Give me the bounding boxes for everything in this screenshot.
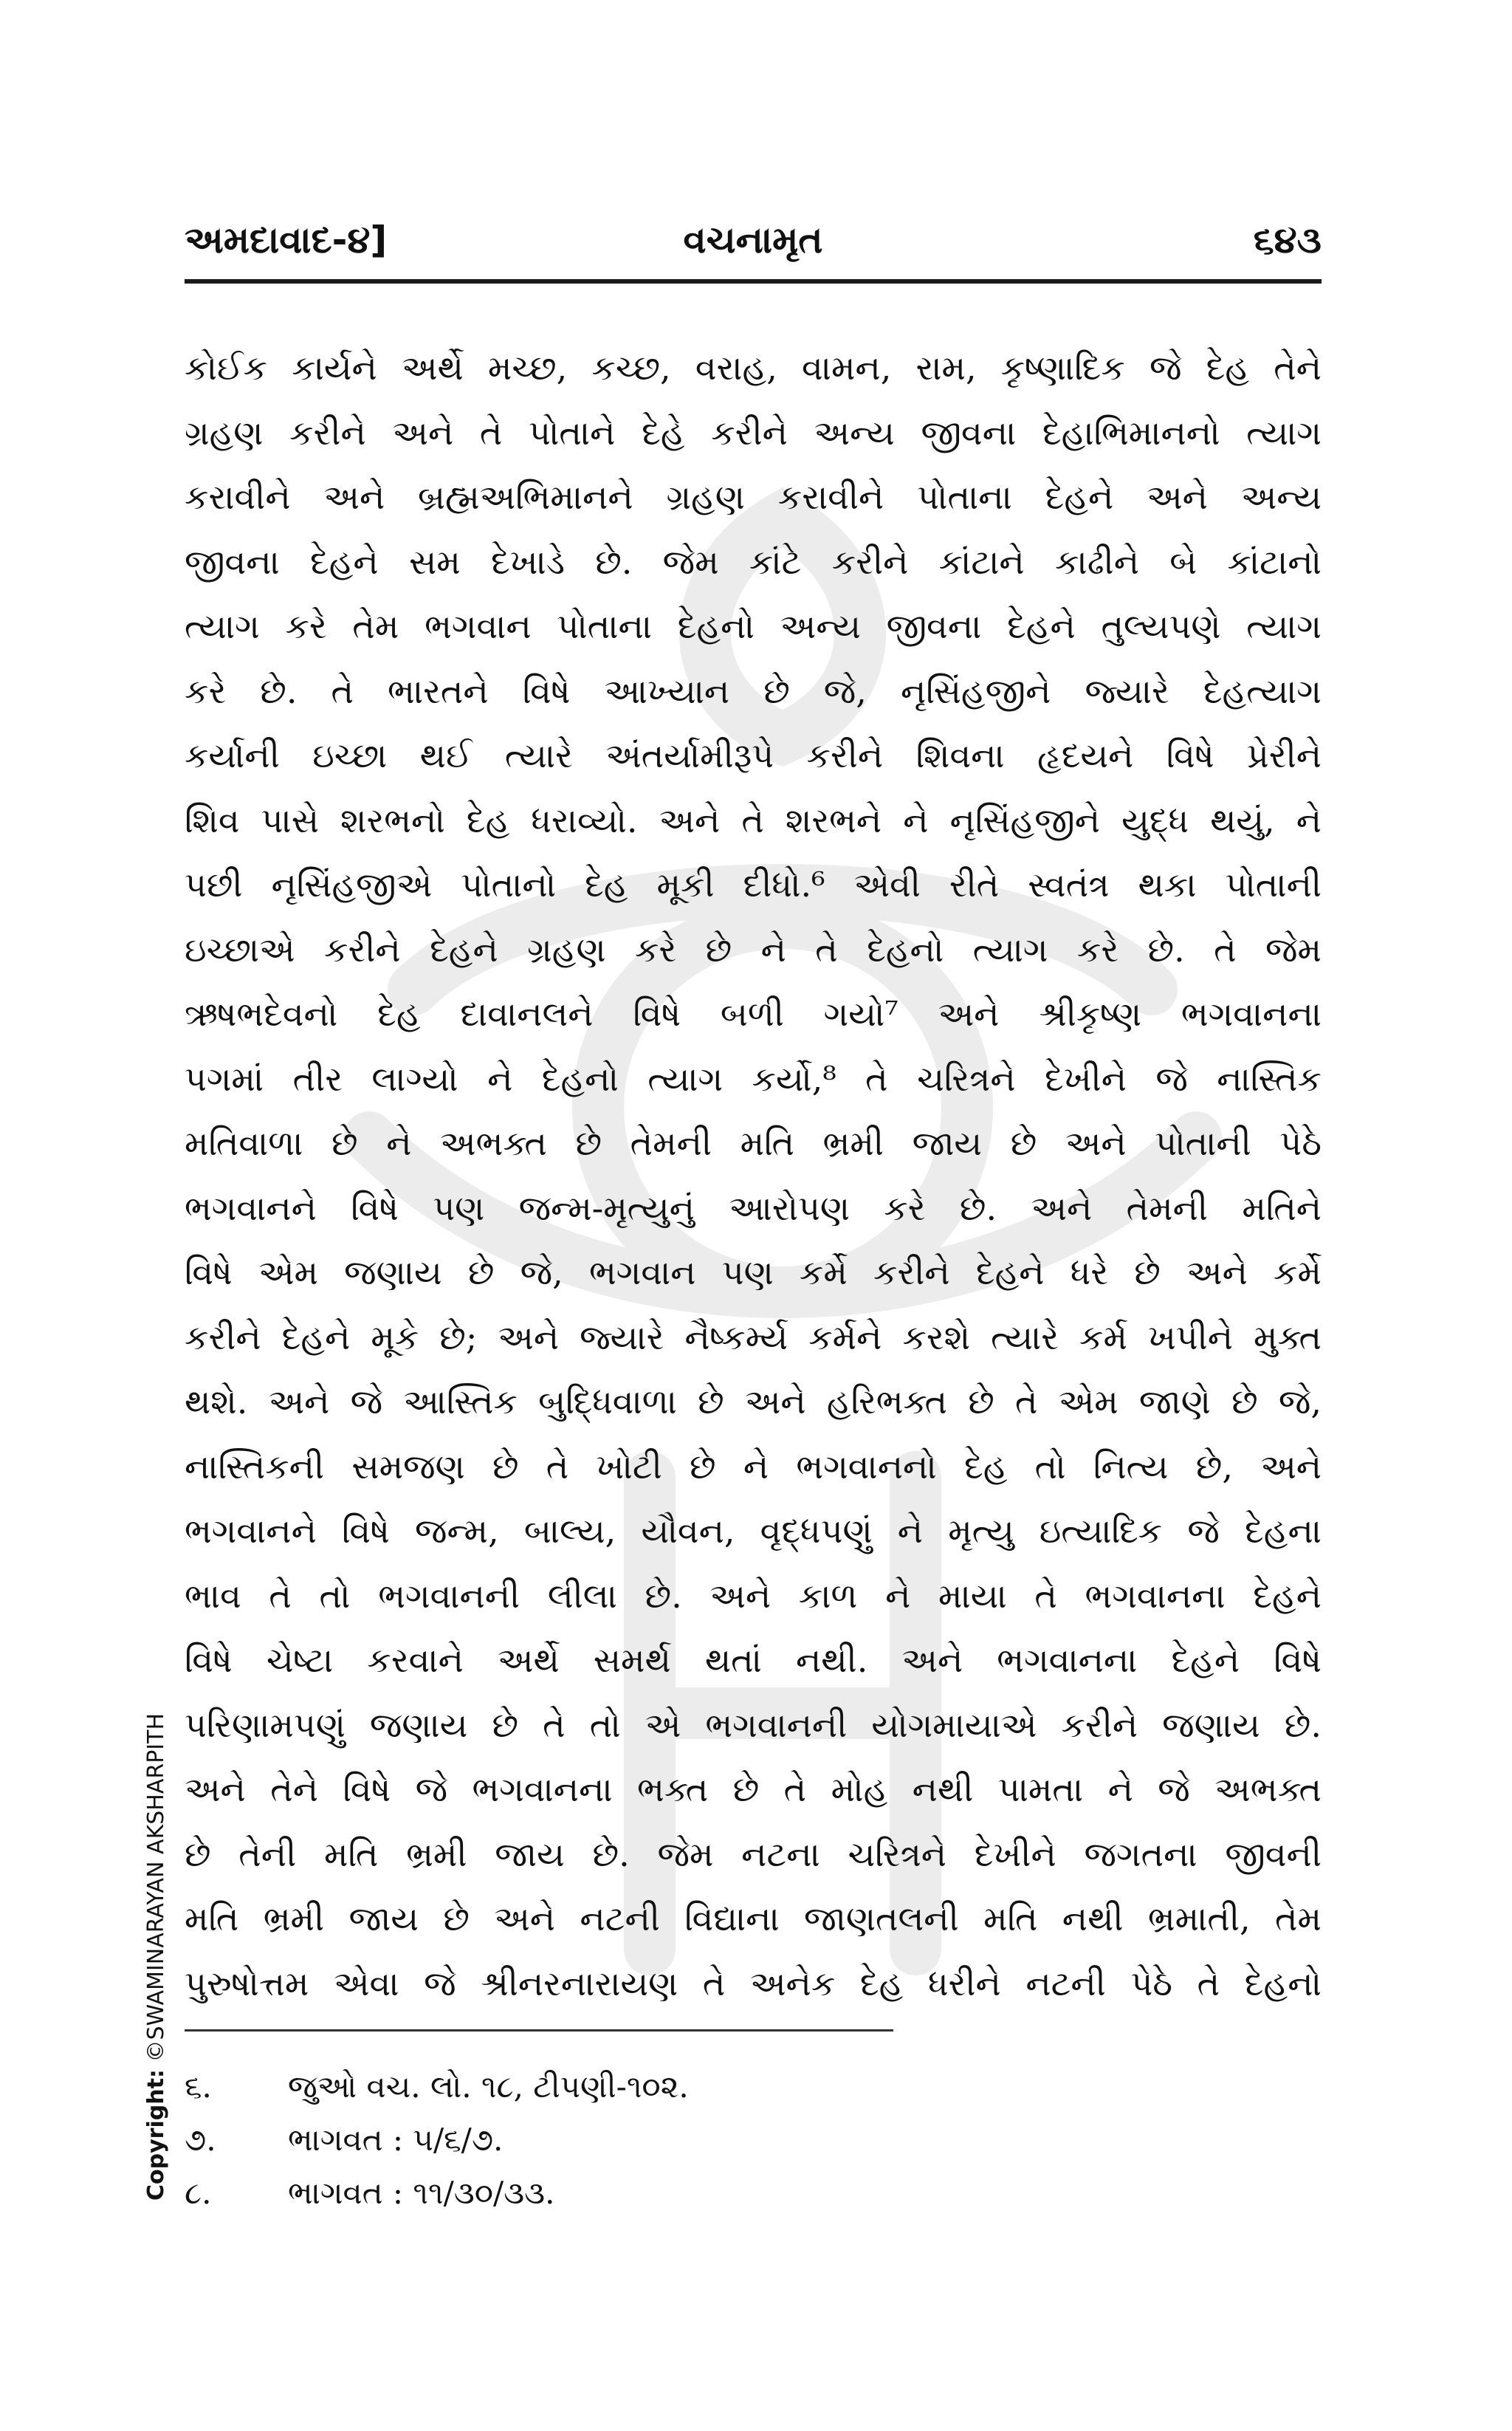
text-line: ભાવ તે તો ભગવાનની લીલા છે. અને કાળ ને માયા તે ભગવાનના દેહને [185, 1575, 1322, 1616]
text-line: પુરુષોત્તમ એવા જે શ્રીનરનારાયણ તે અનેક દેહ ધરીને નટની પેઠે તે દેહનો [185, 1963, 1322, 2003]
copyright-text: ©SWAMINARAYAN AKSHARPITH [143, 1712, 169, 2070]
text-line: શિવ પાસે શરભનો દેહ ધરાવ્યો. અને તે શરભને ને નૃસિંહજીને યુદ્ધ થયું, ને [185, 800, 1322, 840]
text-line: જીવના દેહને સમ દેખાડે છે. જેમ કાંટે કરીને કાંટાને કાઢીને બે કાંટાનો [185, 541, 1322, 582]
book-title: વચનામૃત [683, 219, 823, 261]
page-number: ૬૪૩ [1253, 219, 1322, 261]
text-line: ઇચ્છાએ કરીને દેહને ગ્રહણ કરે છે ને તે દેહનો ત્યાગ કરે છે. તે જેમ [185, 929, 1322, 970]
header-rule [185, 279, 1322, 284]
text-line: ભગવાનને વિષે જન્મ, બાલ્ય, યૌવન, વૃદ્ધપણું ને મૃત્યુ ઇત્યાદિક જે દેહના [185, 1511, 1322, 1551]
text-line: કરાવીને અને બ્રહ્મઅભિમાનને ગ્રહણ કરાવીને પોતાના દેહને અને અન્ય [185, 477, 1322, 517]
text-line: કોઈક કાર્યને અર્થે મચ્છ, કચ્છ, વરાહ, વામન, રામ, કૃષ્ણાદિક જે દેહ તેને [185, 348, 1322, 388]
footnote [185, 2113, 1071, 2167]
text-line: અને તેને વિષે જે ભગવાનના ભક્ત છે તે મોહ નથી પામતા ને જે અભક્ત [185, 1769, 1322, 1809]
footnote-text: ભાગવત : ૧૧/૩૦/૩૩. [288, 2175, 555, 2211]
text-line: પરિણામપણું જણાય છે તે તો એ ભગવાનની યોગમાયાએ કરીને જણાય છે. [185, 1704, 1322, 1745]
footnote-rule [185, 2029, 893, 2031]
text-line: થશે. અને જે આસ્તિક બુદ્ધિવાળા છે અને હરિભક્ત છે તે એમ જાણે છે જે, [185, 1382, 1322, 1422]
text-line: છે તેની મતિ ભ્રમી જાય છે. જેમ નટના ચરિત્રને દેખીને જગતના જીવની [185, 1834, 1322, 1874]
body-text [185, 336, 1322, 2016]
text-line: ભગવાનને વિષે પણ જન્મ-મૃત્યુનું આરોપણ કરે છે. અને તેમની મતિને [185, 1187, 1322, 1228]
text-line: ઋષભદેવનો દેહ દાવાનલને વિષે બળી ગયો⁷ અને શ્રીકૃષ્ણ ભગવાનના [185, 994, 1322, 1034]
footnote-text: ભાગવત : ૫/૬/૭. [288, 2122, 504, 2158]
text-line: નાસ્તિકની સમજણ છે તે ખોટી છે ને ભગવાનનો દેહ તો નિત્ય છે, અને [185, 1446, 1322, 1487]
text-line: કર્યાની ઇચ્છા થઈ ત્યારે અંતર્યામીરૂપે કરીને શિવના હૃદયને વિષે પ્રેરીને [185, 736, 1322, 775]
copyright-label: Copyright: [143, 2069, 169, 2201]
footnote-number: ૬. [185, 2068, 212, 2105]
footnote-number: ૮. [185, 2175, 212, 2211]
text-line: પગમાં તીર લાગ્યો ને દેહનો ત્યાગ કર્યો,⁸ તે ચરિત્રને દેખીને જે નાસ્તિક [185, 1058, 1322, 1099]
footnotes [185, 2060, 1071, 2220]
text-line: ત્યાગ કરે તેમ ભગવાન પોતાના દેહનો અન્ય જીવના દેહને તુલ્યપણે ત્યાગ [185, 606, 1322, 646]
footnote [185, 2167, 1071, 2220]
copyright-notice [143, 1713, 169, 2201]
text-line: વિષે ચેષ્ટા કરવાને અર્થે સમર્થ થતાં નથી. અને ભગવાનના દેહને વિષે [185, 1640, 1322, 1680]
page-header [185, 214, 1322, 266]
text-line: ગ્રહણ કરીને અને તે પોતાને દેહે કરીને અન્ય જીવના દેહાભિમાનનો ત્યાગ [185, 412, 1322, 453]
text-line: પછી નૃસિંહજીએ પોતાનો દેહ મૂકી દીધો.⁶ એવી રીતે સ્વતંત્ર થકા પોતાની [185, 865, 1322, 905]
text-line: વિષે એમ જણાય છે જે, ભગવાન પણ કર્મે કરીને દેહને ધરે છે અને કર્મે [185, 1252, 1322, 1292]
chapter-label: અમદાવાદ-૪] [185, 219, 388, 261]
footnote [185, 2060, 1071, 2113]
footnote-text: જુઓ વચ. લો. ૧૮, ટીપણી-૧૦૨. [288, 2068, 689, 2105]
text-line: કરે છે. તે ભારતને વિષે આખ્યાન છે જે, નૃસિંહજીને જ્યારે દેહત્યાગ [185, 671, 1322, 711]
text-line: મતિવાળા છે ને અભક્ત છે તેમની મતિ ભ્રમી જાય છે અને પોતાની પેઠે [185, 1123, 1322, 1163]
footnote-number: ૭. [185, 2122, 216, 2158]
text-line: મતિ ભ્રમી જાય છે અને નટની વિદ્યાના જાણતલની મતિ નથી ભ્રમાતી, તેમ [185, 1899, 1322, 1938]
text-line: કરીને દેહને મૂકે છે; અને જ્યારે નૈષ્કર્મ્ય કર્મને કરશે ત્યારે કર્મ ખપીને મુક્ત [185, 1317, 1322, 1357]
